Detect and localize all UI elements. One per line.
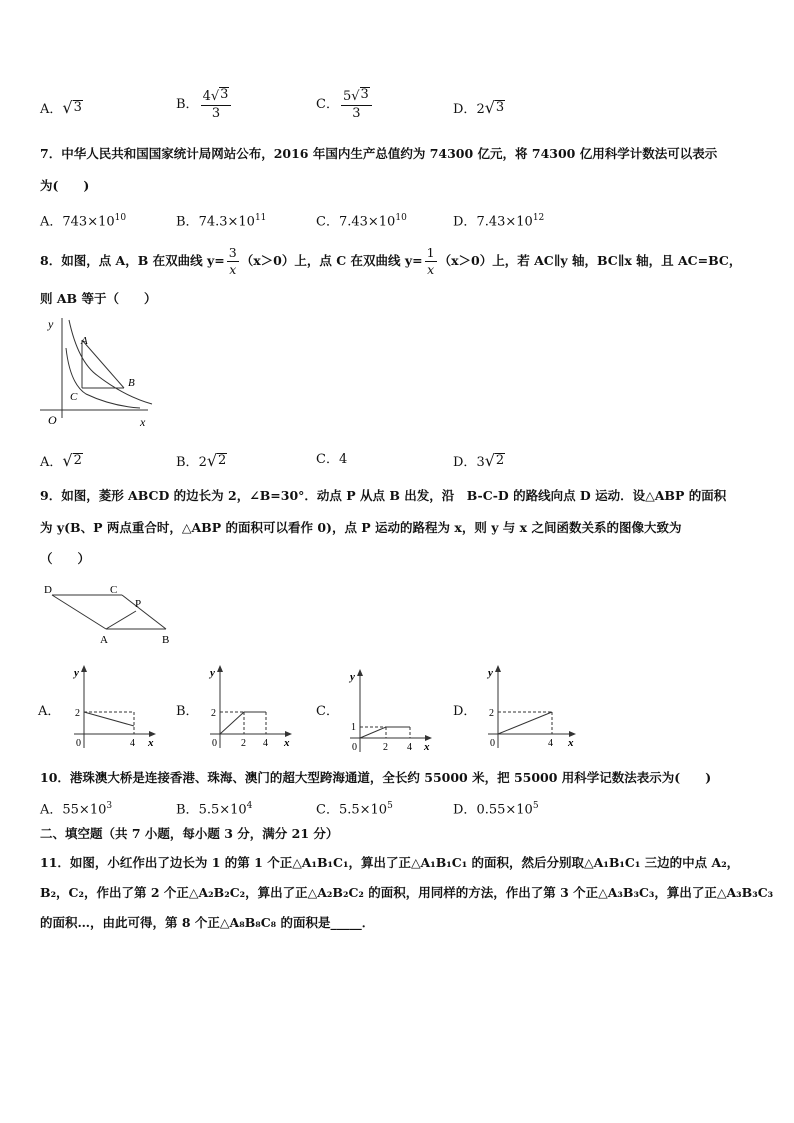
q8-text-part1: 8．如图，点 A，B 在双曲线 y= — [40, 253, 225, 268]
q6-option-b — [176, 87, 233, 122]
q9-option-d-letter: D． — [453, 704, 477, 719]
option-letter: B． — [176, 802, 199, 818]
q9-stem-line2: 为 y(B、P 两点重合时，△ABP 的面积可以看作 0)，点 P 运动的路程为 x，则 y 与 x 之间函数关系的图像大致为 — [40, 520, 682, 535]
sci-exponent: 12 — [532, 213, 545, 223]
option-letter: D． — [453, 455, 477, 470]
coefficient: 4 — [202, 88, 211, 104]
y-label: y — [210, 667, 215, 679]
x-tick-label: 4 — [263, 738, 268, 749]
radicand: 3 — [220, 87, 229, 102]
x-label: x — [284, 737, 290, 749]
graph-line — [220, 712, 266, 734]
sci-exponent: 5 — [532, 801, 539, 811]
y-axis-arrow — [217, 665, 223, 672]
q9-stem-line1: 9．如图，菱形 ABCD 的边长为 2，∠B=30°．动点 P 从点 B 出发，沿 B-C-D 的路线向点 D 运动．设△ABP 的面积 — [40, 488, 727, 503]
sci-base: 5.5×10 — [198, 802, 247, 818]
coefficient: 2 — [198, 455, 207, 470]
denominator: x — [427, 261, 435, 277]
option-letter: C． — [316, 452, 339, 467]
q10-option-c — [316, 802, 393, 816]
coefficient: 3 — [476, 455, 485, 470]
sci-exponent: 5 — [387, 801, 393, 811]
x-tick-label: 2 — [241, 738, 246, 749]
y-label: y — [74, 667, 79, 679]
point-a-label: A — [81, 335, 88, 347]
graph-line — [498, 712, 552, 734]
radicand: 2 — [73, 453, 82, 469]
coefficient: 5 — [342, 88, 352, 104]
fraction-3-over-x — [227, 246, 239, 277]
sci-base: 0.55×10 — [476, 802, 533, 818]
q8-option-b — [176, 453, 227, 469]
numerator: 3 — [228, 245, 237, 260]
x-tick-label: 2 — [383, 742, 388, 753]
q7-option-a — [40, 214, 126, 228]
q7-stem-line2: 为( ) — [40, 178, 90, 193]
x-label: x — [424, 741, 430, 753]
option-letter: A． — [40, 802, 63, 818]
q10-option-b — [176, 802, 252, 816]
option-letter: C． — [316, 802, 339, 818]
option-letter: A． — [40, 214, 63, 230]
q9-stem-line3: （ ） — [40, 551, 91, 566]
fraction: 5 √ 3 3 — [341, 87, 372, 122]
point-b-label: B — [128, 377, 135, 389]
q10-stem: 10．港珠澳大桥是连接香港、珠海、澳门的超大型跨海通道，全长约 55000 米，把 55000 用科学记数法表示为( ) — [40, 770, 712, 785]
q9-graph-b — [204, 662, 296, 754]
q8-option-c — [316, 453, 347, 466]
sci-exponent: 3 — [106, 801, 113, 811]
option-letter: B． — [176, 214, 199, 230]
origin-label: 0 — [490, 738, 495, 749]
q8-stem-line2: 则 AB 等于（ ） — [40, 291, 157, 306]
q8-text-part2: （x＞0）上，点 C 在双曲线 y= — [240, 253, 423, 268]
side-cb — [122, 595, 166, 629]
option-value: 4 — [338, 452, 348, 467]
option-letter: C． — [316, 214, 339, 230]
sqrt-expression: √ 2 — [62, 451, 82, 470]
q11-stem-line3: 的面积…，由此可得，第 8 个正△A₈B₈C₈ 的面积是_____． — [40, 915, 375, 930]
q7-option-c — [316, 214, 407, 228]
radicand: 2 — [495, 453, 505, 469]
q9-option-a-letter: A． — [38, 704, 61, 719]
sqrt-expression: √ 2 — [206, 451, 227, 470]
y-tick-label: 2 — [75, 708, 80, 719]
option-letter: A． — [40, 102, 63, 117]
q7-stem-line1: 7．中华人民共和国国家统计局网站公布，2016 年国内生产总值约为 74300 亿元，将 74300 亿用科学计数法可以表示 — [40, 146, 718, 161]
x-tick-label: 4 — [407, 742, 412, 753]
q8-text-part3: （x＞0）上，若 AC∥y 轴，BC∥x 轴，且 AC=BC， — [438, 253, 742, 268]
q8-option-d — [453, 453, 505, 469]
sci-base: 7.43×10 — [476, 214, 533, 230]
q9-option-c-letter: C． — [316, 704, 339, 719]
option-letter: D． — [453, 214, 477, 230]
x-tick-label: 4 — [548, 738, 553, 749]
q8-option-a — [40, 453, 83, 469]
option-letter: D． — [453, 102, 477, 117]
y-label: y — [488, 667, 493, 679]
denominator: 3 — [211, 106, 221, 122]
sci-exponent: 10 — [395, 213, 407, 223]
y-label: y — [350, 671, 355, 683]
sqrt-expression: √ 2 — [484, 451, 505, 470]
q6-option-c — [316, 87, 374, 122]
vertex-c-label: C — [110, 584, 118, 596]
option-letter: C． — [316, 96, 339, 112]
q9-graph-a — [68, 662, 160, 754]
option-letter: A． — [40, 455, 63, 470]
q7-option-d — [453, 214, 544, 228]
graph-line — [360, 727, 410, 738]
denominator: 3 — [352, 106, 361, 122]
y-tick-label: 2 — [489, 708, 494, 719]
q9-graph-c — [344, 666, 436, 758]
graph-line — [84, 712, 134, 726]
radicand: 3 — [495, 100, 505, 116]
fraction: 4 √ 3 3 — [201, 87, 232, 122]
y-axis-arrow — [81, 665, 87, 672]
point-p-label: P — [135, 598, 142, 610]
denominator: x — [229, 261, 237, 277]
q8-stem-line1 — [40, 246, 741, 277]
sqrt-expression: √ 3 — [62, 98, 82, 117]
x-tick-label: 4 — [130, 738, 135, 749]
sci-exponent: 4 — [246, 801, 253, 811]
fraction-1-over-x — [425, 246, 437, 277]
sci-base: 7.43×10 — [338, 214, 396, 230]
x-axis-label: x — [140, 415, 146, 429]
radicand: 3 — [360, 87, 369, 102]
y-axis-arrow — [495, 665, 501, 672]
origin-label: 0 — [212, 738, 217, 749]
origin-label: O — [48, 413, 57, 427]
y-axis-label: y — [48, 317, 54, 331]
y-tick-label: 1 — [351, 722, 356, 733]
rhombus-figure — [40, 582, 180, 648]
q6-option-a — [40, 100, 83, 116]
point-c-label: C — [70, 391, 78, 403]
radicand: 2 — [218, 453, 227, 469]
option-letter: B． — [176, 96, 199, 112]
curve-3-over-x — [69, 320, 152, 404]
origin-label: 0 — [352, 742, 357, 753]
sci-base: 55×10 — [62, 802, 107, 818]
x-label: x — [568, 737, 574, 749]
option-letter: D． — [453, 802, 477, 818]
sci-base: 5.5×10 — [338, 802, 388, 818]
sci-exponent: 11 — [254, 213, 267, 223]
origin-label: 0 — [76, 738, 81, 749]
sci-base: 74.3×10 — [198, 214, 255, 230]
sqrt-expression: √ 3 — [484, 98, 505, 117]
option-letter: B． — [176, 455, 199, 470]
q6-option-d — [453, 100, 505, 116]
sci-base: 743×10 — [62, 214, 115, 230]
q9-graph-d — [482, 662, 582, 754]
segment-ap — [106, 611, 136, 629]
hyperbola-figure — [36, 314, 158, 432]
q11-stem-line2: B₂，C₂，作出了第 2 个正△A₂B₂C₂，算出了正△A₂B₂C₂ 的面积，用同样的方法，作出了第 3 个正△A₃B₃C₃，算出了正△A₃B₃C₃ — [40, 885, 774, 900]
y-axis-arrow — [357, 669, 363, 676]
y-tick-label: 2 — [211, 708, 216, 719]
x-label: x — [148, 737, 154, 749]
sci-exponent: 10 — [114, 213, 127, 223]
q11-stem-line1: 11．如图，小红作出了边长为 1 的第 1 个正△A₁B₁C₁，算出了正△A₁B₁C₁ 的面积，然后分别取△A₁B₁C₁ 三边的中点 A₂， — [40, 855, 740, 870]
vertex-a-label: A — [100, 634, 108, 646]
coefficient: 2 — [476, 102, 485, 117]
radicand: 3 — [73, 100, 82, 116]
q10-option-d — [453, 802, 539, 816]
q7-option-b — [176, 214, 266, 228]
numerator: 1 — [426, 245, 435, 260]
section-heading: 二、填空题（共 7 小题，每小题 3 分，满分 21 分） — [40, 826, 339, 841]
q9-option-b-letter: B． — [176, 704, 199, 719]
vertex-b-label: B — [162, 634, 170, 646]
vertex-d-label: D — [44, 584, 52, 596]
q10-option-a — [40, 802, 112, 816]
segment-ab — [82, 340, 124, 388]
side-da — [52, 595, 106, 629]
